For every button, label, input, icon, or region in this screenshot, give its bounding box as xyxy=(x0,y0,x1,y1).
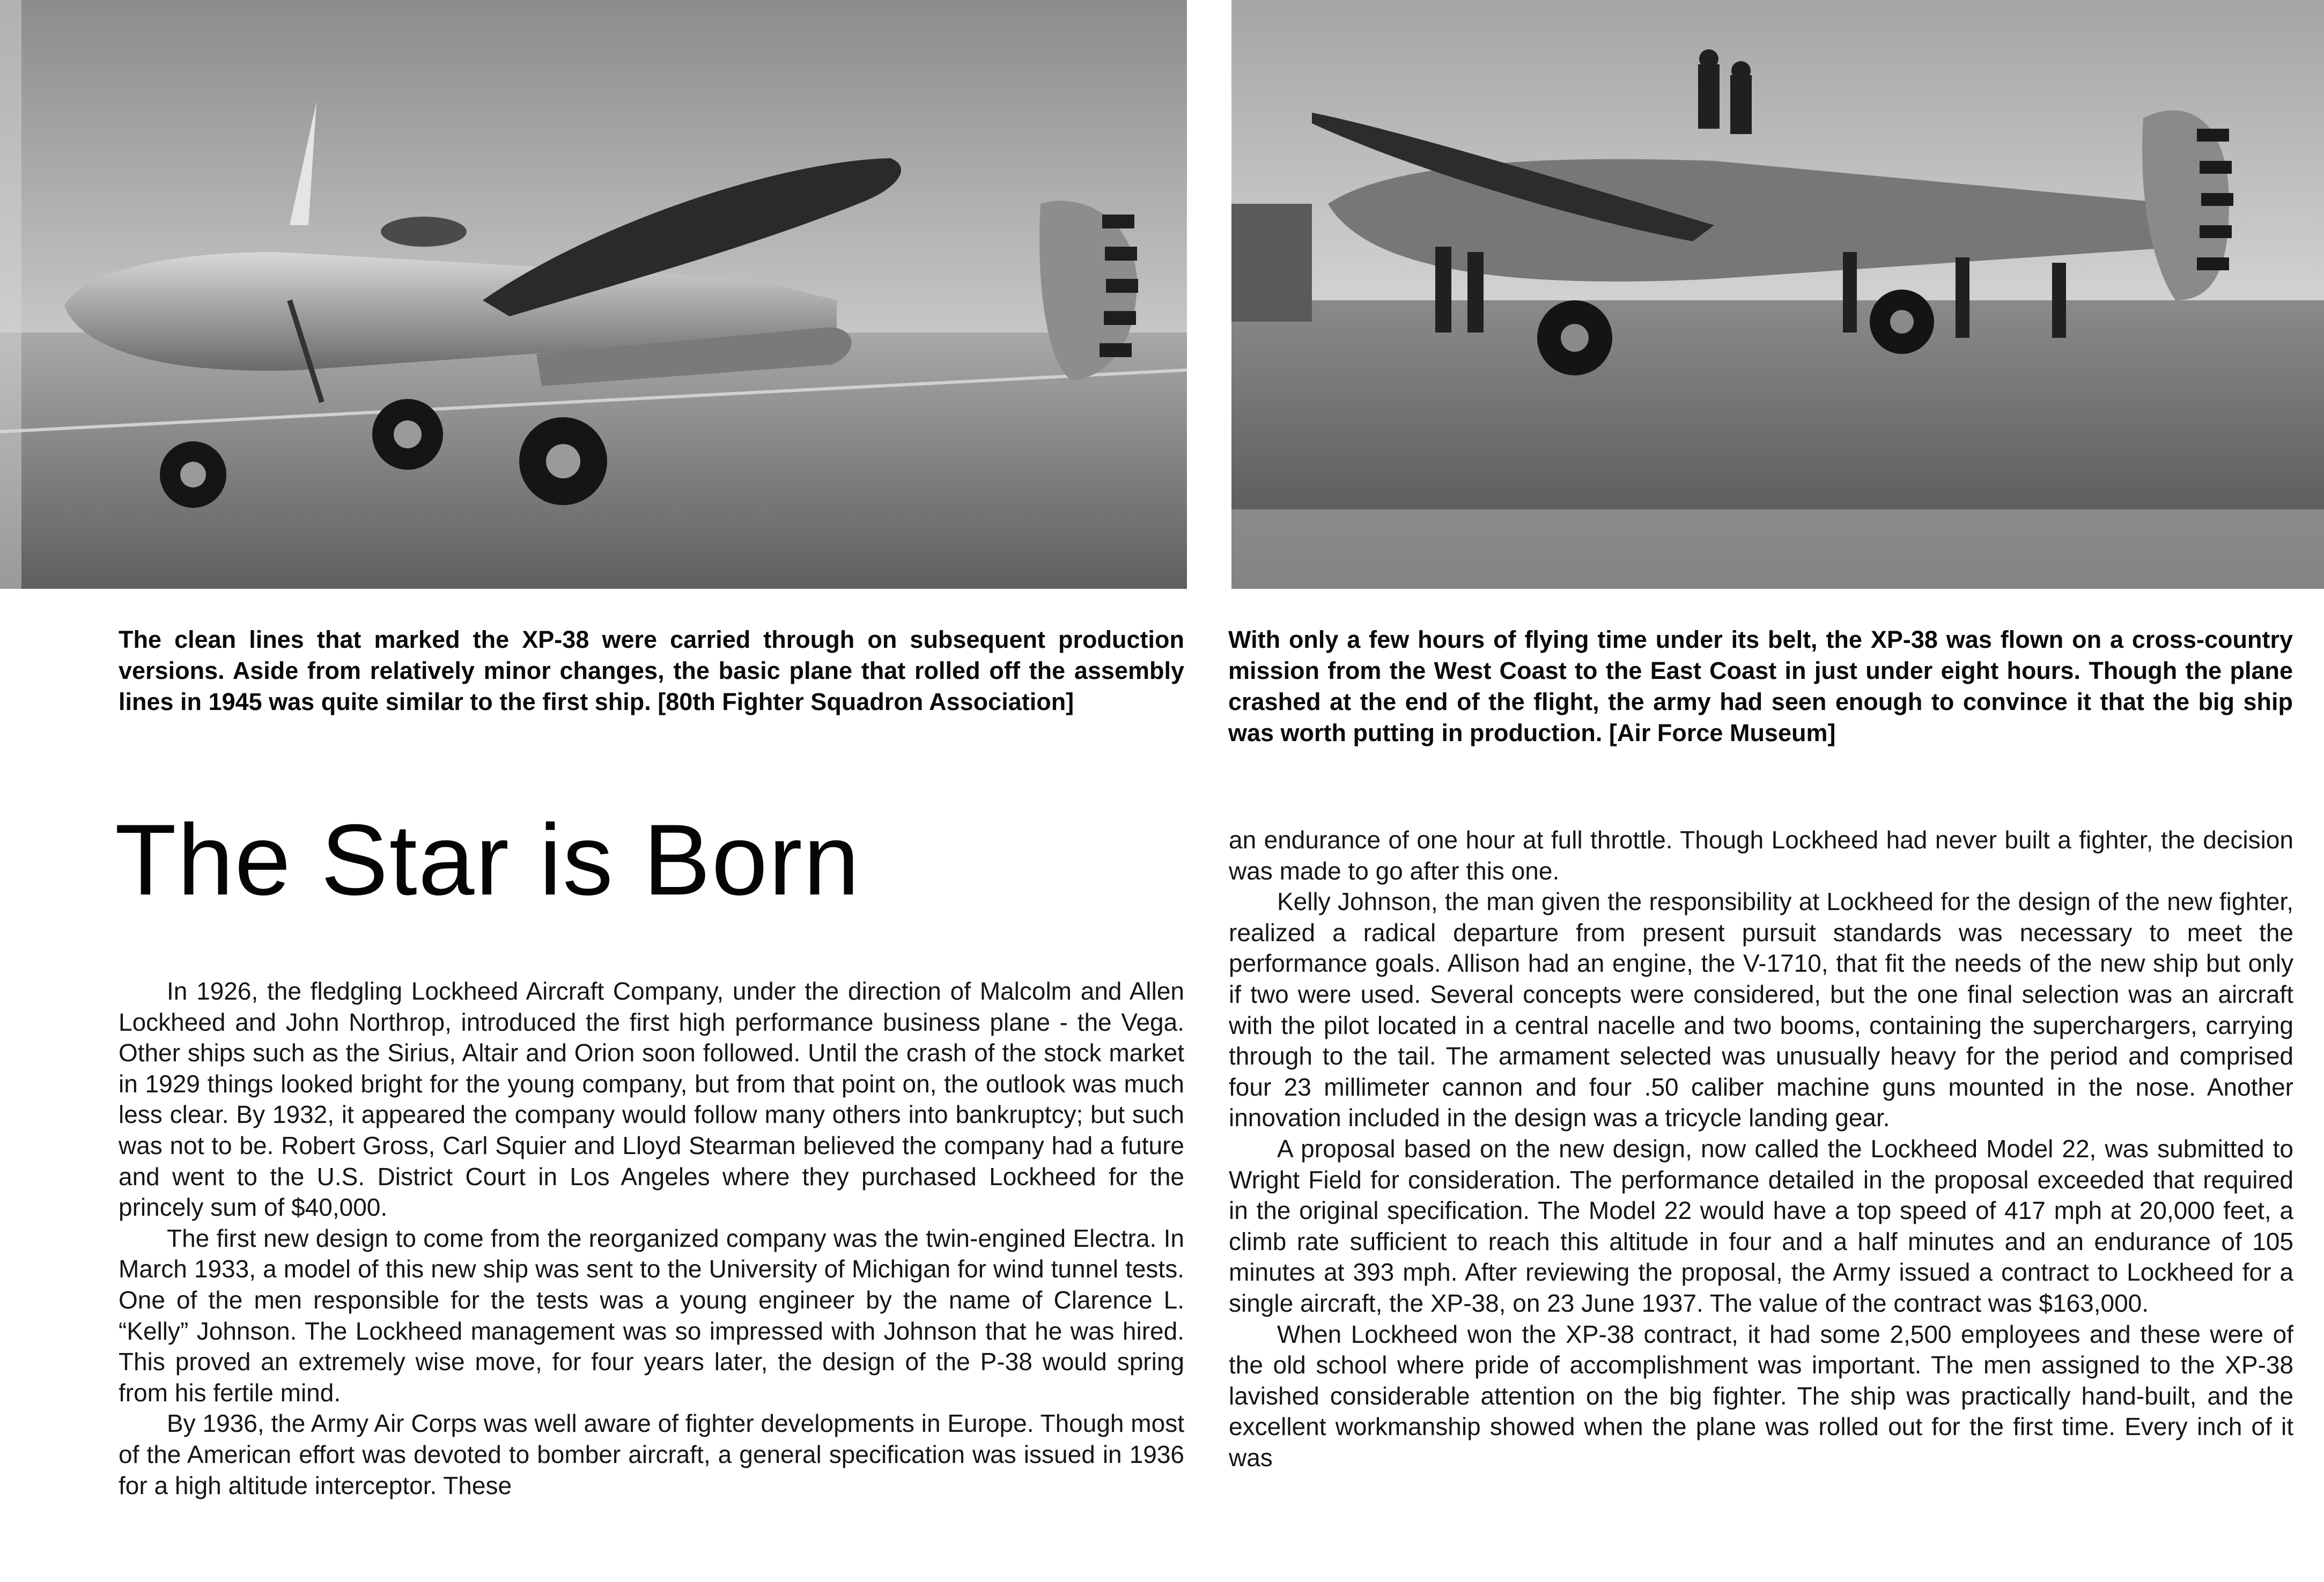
xp38-side-view-image xyxy=(0,0,1187,589)
paragraph: The first new design to come from the reorganized company was the twin-engined Electra. In March 1933, a model of this new ship was sent to the University of Michigan for wind tunnel tests. One of the men responsible for the tests was a young engineer by the name of Clarence L. “Kelly” Johnson. The Lockheed management was so impressed with Johnson that he was hired. This proved an extremely wise move, for four years later, the design of the P-38 would spring from his fertile mind. xyxy=(119,1224,1184,1407)
paragraph: A proposal based on the new design, now called the Lockheed Model 22, was submitted to Wright Field for consideration. The performance detailed in the proposal exceeded that required in the original specification. The Model 22 would have a top speed of 417 mph at 20,000 feet, a climb rate sufficient to reach this altitude in four and a half minutes and an endurance of 105 minutes at 393 mph. After reviewing the proposal, the Army issued a contract to Lockheed for a single aircraft, the XP-38, on 23 June 1937. The value of the contract was $163,000. xyxy=(1229,1134,2293,1317)
article-column-right xyxy=(1229,825,2293,1582)
xp38-crew-image xyxy=(1231,0,2324,589)
photo-caption-right: With only a few hours of flying time under its belt, the XP-38 was flown on a cross-country mission from the West Coast to the East Coast in just under eight hours. Though the plane crashed at the end of the flight, the army had seen enough to convince it that the big ship was worth putting in production. [Air Force Museum] xyxy=(1228,626,2293,746)
photo-xp38-right xyxy=(1231,0,2324,589)
photo-caption-left: The clean lines that marked the XP-38 were carried through on subsequent production versions. Aside from relatively minor changes, the basic plane that rolled off the assembly lines in 1945 was quite similar to the first ship. [80th Fighter Squadron Association] xyxy=(119,626,1184,715)
paragraph: When Lockheed won the XP-38 contract, it had some 2,500 employees and these were of the old school where pride of accomplishment was important. The men assigned to the XP-38 lavished considerable attention on the big fighter. The ship was practically hand-built, and the excellent workmanship showed when the plane was rolled out for the first time. Every inch of it was xyxy=(1229,1320,2293,1472)
paragraph: By 1936, the Army Air Corps was well aware of fighter developments in Europe. Though most of the American effort was devoted to bomber aircraft, a general specification was issued in 1936 for a high altitude interceptor. These xyxy=(119,1409,1184,1499)
article-column-left xyxy=(119,976,1184,1582)
photo-xp38-left xyxy=(0,0,1187,589)
article-title: The Star is Born xyxy=(115,803,861,916)
paragraph: Kelly Johnson, the man given the responsibility at Lockheed for the design of the new fighter, realized a radical departure from present pursuit standards was necessary to meet the performance goals. Allison had an engine, the V-1710, that fit the needs of the new ship but only if two were used. Several concepts were considered, but the one final selection was an aircraft with the pilot located in a central nacelle and two booms, containing the superchargers, carrying through to the tail. The armament selected was unusually heavy for the period and comprised four 23 millimeter cannon and four .50 caliber machine guns mounted in the nose. Another innovation included in the design was a tricycle landing gear. xyxy=(1229,888,2293,1132)
paragraph: In 1926, the fledgling Lockheed Aircraft Company, under the direction of Malcolm and Allen Lockheed and John Northrop, introduced the first high performance business plane - the Vega. Other ships such as the Sirius, Altair and Orion soon followed. Until the crash of the stock market in 1929 things looked bright for the young company, but from that point on, the outlook was much less clear. By 1932, it appeared the company would follow many others into bankruptcy; but such was not to be. Robert Gross, Carl Squier and Lloyd Stearman believed the company had a future and went to the U.S. District Court in Los Angeles where they purchased Lockheed for the princely sum of $40,000. xyxy=(119,977,1184,1222)
paragraph-continuation: an endurance of one hour at full throttle. Though Lockheed had never built a fighter, the decision was made to go after this one. xyxy=(1229,826,2293,885)
